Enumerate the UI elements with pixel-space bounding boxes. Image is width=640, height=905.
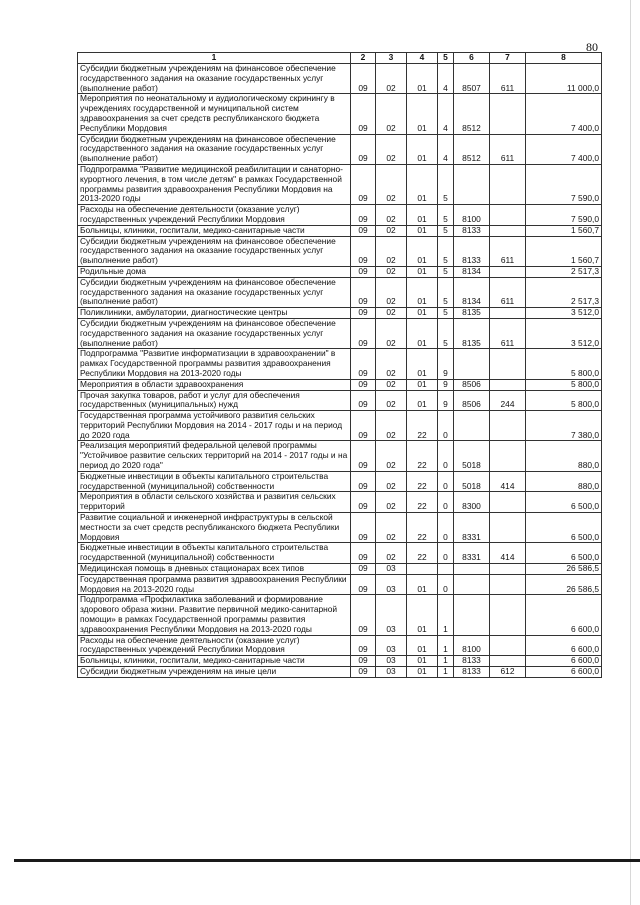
header-col-6: 6 [454, 53, 490, 64]
row-code-5-cell: 5 [438, 164, 454, 204]
row-code-3-cell: 03 [376, 656, 407, 667]
row-code-2-cell: 09 [351, 492, 376, 513]
row-code-2-cell: 09 [351, 471, 376, 492]
row-code-5-cell: 1 [438, 635, 454, 656]
row-code-2-cell: 09 [351, 134, 376, 164]
row-code-6-cell: 8134 [454, 266, 490, 277]
row-name-cell: Субсидии бюджетным учреждениям на финансовое обеспечение государственного задания на оказание государственных услуг (выполнение работ) [78, 318, 351, 348]
header-col-2: 2 [351, 53, 376, 64]
row-name-cell: Расходы на обеспечение деятельности (оказание услуг) государственных учреждений Республики Мордовия [78, 205, 351, 226]
row-code-2-cell: 09 [351, 349, 376, 379]
row-code-4-cell: 01 [407, 134, 438, 164]
row-code-7-cell: 611 [490, 236, 526, 266]
table-row [78, 635, 602, 656]
row-name-cell: Подпрограмма «Профилактика заболеваний и формирование здорового образа жизни. Развитие первичной медико-санитарной помощи» в рамках Государственной программы развития здравоохранения Республики Мордовия на 2013-2020 годы [78, 595, 351, 635]
row-code-4-cell: 01 [407, 595, 438, 635]
row-code-6-cell: 8135 [454, 308, 490, 319]
header-col-4: 4 [407, 53, 438, 64]
row-amount-cell: 6 600,0 [526, 595, 602, 635]
row-code-5-cell: 5 [438, 205, 454, 226]
row-code-5-cell: 1 [438, 595, 454, 635]
table-row [78, 390, 602, 411]
row-code-7-cell [490, 308, 526, 319]
row-code-4-cell: 01 [407, 64, 438, 94]
row-amount-cell: 7 400,0 [526, 94, 602, 134]
row-code-3-cell: 03 [376, 635, 407, 656]
table-row [78, 411, 602, 441]
table-row [78, 277, 602, 307]
row-code-3-cell: 02 [376, 134, 407, 164]
row-name-cell: Расходы на обеспечение деятельности (оказание услуг) государственных учреждений Республики Мордовия [78, 635, 351, 656]
row-code-4-cell: 22 [407, 441, 438, 471]
row-code-5-cell: 5 [438, 236, 454, 266]
row-name-cell: Субсидии бюджетным учреждениям на финансовое обеспечение государственного задания на оказание государственных услуг (выполнение работ) [78, 236, 351, 266]
row-name-cell: Подпрограмма "Развитие информатизации в здравоохранении" в рамках Государственной программы развития здравоохранения Республики Мордовия на 2013-2020 годы [78, 349, 351, 379]
table-row [78, 441, 602, 471]
row-code-4-cell: 01 [407, 635, 438, 656]
row-code-7-cell [490, 164, 526, 204]
row-code-2-cell: 09 [351, 564, 376, 575]
row-name-cell: Мероприятия в области здравоохранения [78, 379, 351, 390]
row-code-4-cell: 22 [407, 513, 438, 543]
row-code-3-cell: 02 [376, 471, 407, 492]
row-code-5-cell: 5 [438, 308, 454, 319]
table-row [78, 318, 602, 348]
row-code-7-cell [490, 266, 526, 277]
scan-edge-line [630, 0, 631, 905]
table-row [78, 379, 602, 390]
row-code-7-cell: 414 [490, 543, 526, 564]
row-code-6-cell: 8300 [454, 492, 490, 513]
row-code-7-cell: 611 [490, 134, 526, 164]
row-amount-cell: 26 586,5 [526, 564, 602, 575]
row-code-3-cell: 02 [376, 318, 407, 348]
table-row [78, 656, 602, 667]
row-code-6-cell [454, 164, 490, 204]
row-amount-cell: 2 517,3 [526, 277, 602, 307]
row-code-3-cell: 02 [376, 308, 407, 319]
row-code-3-cell: 03 [376, 595, 407, 635]
row-amount-cell: 2 517,3 [526, 266, 602, 277]
header-col-8: 8 [526, 53, 602, 64]
row-code-3-cell: 02 [376, 277, 407, 307]
table-row [78, 94, 602, 134]
row-code-3-cell: 02 [376, 64, 407, 94]
row-code-4-cell: 01 [407, 277, 438, 307]
row-code-5-cell: 0 [438, 441, 454, 471]
row-name-cell: Развитие социальной и инженерной инфраструктуры в сельской местности за счет средств республиканского бюджета Республики Мордовия [78, 513, 351, 543]
row-amount-cell: 5 800,0 [526, 379, 602, 390]
row-code-4-cell: 01 [407, 349, 438, 379]
row-code-4-cell: 01 [407, 164, 438, 204]
row-code-4-cell: 01 [407, 94, 438, 134]
row-name-cell: Медицинская помощь в дневных стационарах всех типов [78, 564, 351, 575]
header-col-3: 3 [376, 53, 407, 64]
row-code-2-cell: 09 [351, 656, 376, 667]
row-code-4-cell: 01 [407, 390, 438, 411]
row-name-cell: Субсидии бюджетным учреждениям на финансовое обеспечение государственного задания на оказание государственных услуг (выполнение работ) [78, 134, 351, 164]
row-code-6-cell: 8100 [454, 635, 490, 656]
row-code-6-cell: 5018 [454, 471, 490, 492]
row-code-7-cell: 414 [490, 471, 526, 492]
table-row [78, 492, 602, 513]
row-code-3-cell: 02 [376, 266, 407, 277]
table-row [78, 574, 602, 595]
row-name-cell: Субсидии бюджетным учреждениям на финансовое обеспечение государственного задания на оказание государственных услуг (выполнение работ) [78, 277, 351, 307]
row-code-6-cell: 8133 [454, 667, 490, 678]
row-amount-cell: 11 000,0 [526, 64, 602, 94]
row-code-6-cell: 8134 [454, 277, 490, 307]
table-header-row [78, 53, 602, 64]
row-amount-cell: 7 400,0 [526, 134, 602, 164]
table-row [78, 205, 602, 226]
table-body [78, 64, 602, 678]
row-code-2-cell: 09 [351, 635, 376, 656]
row-code-2-cell: 09 [351, 236, 376, 266]
row-code-2-cell: 09 [351, 94, 376, 134]
header-col-1: 1 [78, 53, 351, 64]
row-code-5-cell: 1 [438, 656, 454, 667]
row-code-6-cell [454, 574, 490, 595]
row-code-2-cell: 09 [351, 266, 376, 277]
row-code-6-cell: 8512 [454, 134, 490, 164]
row-name-cell: Подпрограмма "Развитие медицинской реабилитации и санаторно-курортного лечения, в том числе детям" в рамках Государственной программы развития здравоохранения Республики Мордовия на 2013-2020 годы [78, 164, 351, 204]
row-code-5-cell [438, 564, 454, 575]
row-name-cell: Больницы, клиники, госпитали, медико-санитарные части [78, 656, 351, 667]
row-amount-cell: 7 380,0 [526, 411, 602, 441]
row-amount-cell: 1 560,7 [526, 225, 602, 236]
row-code-6-cell: 8135 [454, 318, 490, 348]
row-code-5-cell: 0 [438, 492, 454, 513]
budget-table [77, 52, 602, 678]
row-code-2-cell: 09 [351, 308, 376, 319]
row-code-3-cell: 02 [376, 379, 407, 390]
row-amount-cell: 7 590,0 [526, 164, 602, 204]
table-row [78, 595, 602, 635]
row-code-7-cell: 612 [490, 667, 526, 678]
row-code-7-cell [490, 379, 526, 390]
row-code-2-cell: 09 [351, 164, 376, 204]
row-code-4-cell: 01 [407, 225, 438, 236]
table-row [78, 564, 602, 575]
row-code-5-cell: 4 [438, 64, 454, 94]
row-code-3-cell: 02 [376, 390, 407, 411]
row-code-5-cell: 4 [438, 94, 454, 134]
table-row [78, 134, 602, 164]
row-name-cell: Субсидии бюджетным учреждениям на иные цели [78, 667, 351, 678]
row-code-2-cell: 09 [351, 543, 376, 564]
row-code-4-cell: 01 [407, 236, 438, 266]
row-name-cell: Прочая закупка товаров, работ и услуг для обеспечения государственных (муниципальных) нужд [78, 390, 351, 411]
row-code-3-cell: 03 [376, 574, 407, 595]
row-code-5-cell: 5 [438, 225, 454, 236]
row-code-4-cell: 01 [407, 205, 438, 226]
row-code-2-cell: 09 [351, 513, 376, 543]
table-row [78, 667, 602, 678]
table-row [78, 349, 602, 379]
page-bottom-rule [14, 859, 640, 862]
row-code-6-cell: 8331 [454, 543, 490, 564]
row-code-3-cell: 02 [376, 236, 407, 266]
row-code-3-cell: 02 [376, 492, 407, 513]
row-code-5-cell: 9 [438, 349, 454, 379]
row-code-6-cell [454, 595, 490, 635]
row-code-4-cell: 01 [407, 656, 438, 667]
row-code-3-cell: 02 [376, 349, 407, 379]
row-name-cell: Родильные дома [78, 266, 351, 277]
row-code-4-cell: 01 [407, 266, 438, 277]
row-code-5-cell: 1 [438, 667, 454, 678]
row-code-4-cell [407, 564, 438, 575]
row-code-3-cell: 02 [376, 411, 407, 441]
table-row [78, 236, 602, 266]
row-code-6-cell: 8506 [454, 390, 490, 411]
row-code-6-cell: 8507 [454, 64, 490, 94]
row-code-6-cell [454, 349, 490, 379]
row-code-4-cell: 01 [407, 574, 438, 595]
row-code-7-cell: 611 [490, 277, 526, 307]
row-name-cell: Бюджетные инвестиции в объекты капитального строительства государственной (муниципальной) собственности [78, 543, 351, 564]
row-code-3-cell: 02 [376, 513, 407, 543]
table-row [78, 471, 602, 492]
row-code-4-cell: 22 [407, 492, 438, 513]
row-amount-cell: 1 560,7 [526, 236, 602, 266]
row-code-4-cell: 01 [407, 308, 438, 319]
row-code-6-cell [454, 411, 490, 441]
table-row [78, 266, 602, 277]
row-code-2-cell: 09 [351, 225, 376, 236]
row-amount-cell: 6 600,0 [526, 656, 602, 667]
row-name-cell: Мероприятия по неонатальному и аудиологическому скринингу в учреждениях государственной и муниципальной систем здравоохранения за счет средств республиканского бюджета Республики Мордовия [78, 94, 351, 134]
row-code-6-cell [454, 564, 490, 575]
row-name-cell: Государственная программа развития здравоохранения Республики Мордовия на 2013-2020 годы [78, 574, 351, 595]
row-code-2-cell: 09 [351, 667, 376, 678]
row-code-5-cell: 5 [438, 266, 454, 277]
row-code-3-cell: 02 [376, 441, 407, 471]
row-name-cell: Поликлиники, амбулатории, диагностические центры [78, 308, 351, 319]
row-code-2-cell: 09 [351, 277, 376, 307]
row-amount-cell: 880,0 [526, 441, 602, 471]
row-code-7-cell [490, 205, 526, 226]
row-code-5-cell: 0 [438, 471, 454, 492]
row-code-4-cell: 01 [407, 318, 438, 348]
row-amount-cell: 5 800,0 [526, 390, 602, 411]
page-number: 80 [586, 40, 598, 54]
row-code-2-cell: 09 [351, 390, 376, 411]
row-code-7-cell [490, 349, 526, 379]
row-code-6-cell: 8331 [454, 513, 490, 543]
row-code-5-cell: 9 [438, 390, 454, 411]
row-amount-cell: 6 500,0 [526, 513, 602, 543]
table-row [78, 513, 602, 543]
row-code-5-cell: 9 [438, 379, 454, 390]
row-code-2-cell: 09 [351, 411, 376, 441]
row-code-5-cell: 0 [438, 543, 454, 564]
row-code-6-cell: 8512 [454, 94, 490, 134]
row-amount-cell: 6 600,0 [526, 635, 602, 656]
row-name-cell: Субсидии бюджетным учреждениям на финансовое обеспечение государственного задания на оказание государственных услуг (выполнение работ) [78, 64, 351, 94]
row-code-7-cell [490, 441, 526, 471]
table-row [78, 164, 602, 204]
row-code-7-cell [490, 513, 526, 543]
row-code-7-cell [490, 574, 526, 595]
row-code-5-cell: 5 [438, 277, 454, 307]
row-code-3-cell: 02 [376, 205, 407, 226]
row-code-6-cell: 8133 [454, 656, 490, 667]
row-code-4-cell: 22 [407, 471, 438, 492]
row-code-3-cell: 02 [376, 225, 407, 236]
row-code-7-cell [490, 564, 526, 575]
row-amount-cell: 3 512,0 [526, 308, 602, 319]
row-code-4-cell: 22 [407, 543, 438, 564]
row-code-7-cell: 611 [490, 64, 526, 94]
row-amount-cell: 6 600,0 [526, 667, 602, 678]
row-code-5-cell: 0 [438, 513, 454, 543]
row-amount-cell: 3 512,0 [526, 318, 602, 348]
row-code-6-cell: 8133 [454, 236, 490, 266]
row-code-3-cell: 03 [376, 667, 407, 678]
row-code-2-cell: 09 [351, 64, 376, 94]
row-code-2-cell: 09 [351, 379, 376, 390]
row-code-7-cell [490, 595, 526, 635]
row-code-6-cell: 8506 [454, 379, 490, 390]
row-code-7-cell [490, 94, 526, 134]
row-code-7-cell [490, 656, 526, 667]
row-name-cell: Мероприятия в области сельского хозяйства и развития сельских территорий [78, 492, 351, 513]
row-code-6-cell: 5018 [454, 441, 490, 471]
row-code-4-cell: 22 [407, 411, 438, 441]
row-code-2-cell: 09 [351, 205, 376, 226]
row-name-cell: Больницы, клиники, госпитали, медико-санитарные части [78, 225, 351, 236]
row-code-7-cell: 244 [490, 390, 526, 411]
row-code-6-cell: 8133 [454, 225, 490, 236]
row-amount-cell: 6 500,0 [526, 492, 602, 513]
table-row [78, 64, 602, 94]
row-amount-cell: 5 800,0 [526, 349, 602, 379]
row-code-2-cell: 09 [351, 318, 376, 348]
table-row [78, 543, 602, 564]
row-code-2-cell: 09 [351, 441, 376, 471]
row-name-cell: Бюджетные инвестиции в объекты капитального строительства государственной (муниципальной) собственности [78, 471, 351, 492]
table-row [78, 225, 602, 236]
row-code-5-cell: 4 [438, 134, 454, 164]
header-col-5: 5 [438, 53, 454, 64]
row-amount-cell: 880,0 [526, 471, 602, 492]
row-code-7-cell [490, 635, 526, 656]
row-name-cell: Реализация мероприятий федеральной целевой программы "Устойчивое развитие сельских территорий на 2014 - 2017 годы и на период до 2020 года" [78, 441, 351, 471]
row-code-7-cell [490, 411, 526, 441]
row-code-5-cell: 0 [438, 574, 454, 595]
row-name-cell: Государственная программа устойчивого развития сельских территорий Республики Мордовия на 2014 - 2017 годы и на период до 2020 года [78, 411, 351, 441]
row-amount-cell: 7 590,0 [526, 205, 602, 226]
header-col-7: 7 [490, 53, 526, 64]
row-code-2-cell: 09 [351, 595, 376, 635]
row-code-4-cell: 01 [407, 379, 438, 390]
row-code-3-cell: 02 [376, 164, 407, 204]
row-code-3-cell: 02 [376, 94, 407, 134]
table-row [78, 308, 602, 319]
row-code-7-cell: 611 [490, 318, 526, 348]
row-code-5-cell: 5 [438, 318, 454, 348]
row-code-6-cell: 8100 [454, 205, 490, 226]
row-code-4-cell: 01 [407, 667, 438, 678]
row-code-3-cell: 02 [376, 543, 407, 564]
row-code-5-cell: 0 [438, 411, 454, 441]
row-code-7-cell [490, 225, 526, 236]
row-code-3-cell: 03 [376, 564, 407, 575]
row-code-7-cell [490, 492, 526, 513]
row-amount-cell: 6 500,0 [526, 543, 602, 564]
row-amount-cell: 26 586,5 [526, 574, 602, 595]
row-code-2-cell: 09 [351, 574, 376, 595]
